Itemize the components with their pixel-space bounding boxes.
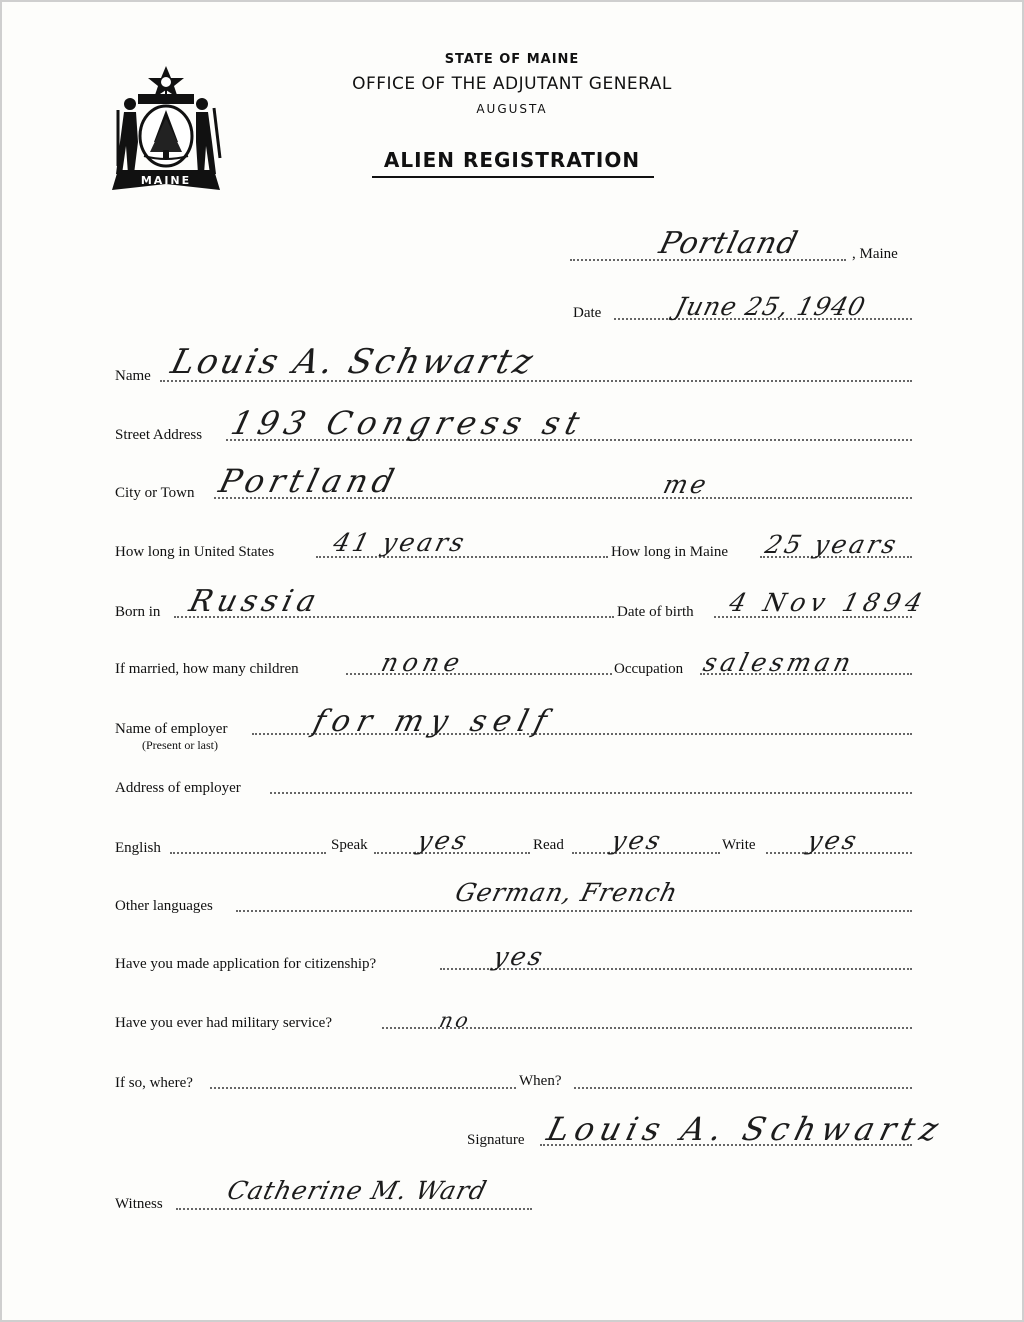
military-label: Have you ever had military service? [115,1015,332,1031]
occupation-value: salesman [700,648,858,677]
seal-banner-text: MAINE [140,174,192,187]
english-line [170,852,326,854]
military-value: no [437,1008,474,1032]
title-underline [372,176,654,178]
date-of-birth-value: 4 Nov 1894 [726,588,931,617]
children-label: If married, how many children [115,661,299,677]
write-value: yes [804,826,863,855]
how-long-us-label: How long in United States [115,544,275,560]
citizenship-value: yes [490,942,549,971]
date-of-birth-label: Date of birth [617,604,694,620]
employer-label: Name of employer [115,721,228,737]
name-value: Louis A. Schwartz [167,342,540,382]
occupation-label: Occupation [614,661,684,677]
employer-value: for my self [309,704,558,739]
when-line [574,1087,912,1089]
other-languages-value: German, French [452,878,682,907]
how-long-maine-label: How long in Maine [611,544,729,560]
born-in-label: Born in [115,604,161,620]
where-line [210,1087,516,1089]
city-town-state-value: me [660,470,713,499]
signature-value: Louis A. Schwartz [543,1110,949,1148]
english-label: English [115,840,161,856]
signature-label: Signature [467,1132,525,1148]
citizenship-label: Have you made application for citizenship? [115,956,377,972]
read-label: Read [533,837,564,853]
employer-address-label: Address of employer [115,780,241,796]
witness-value: Catherine M. Ward [224,1176,491,1205]
place-suffix: , Maine [852,246,898,262]
header-office: OFFICE OF THE ADJUTANT GENERAL [352,74,672,94]
employer-address-line [270,792,912,794]
write-label: Write [722,837,756,853]
header-state: STATE OF MAINE [444,52,580,67]
name-label: Name [115,368,151,384]
other-languages-label: Other languages [115,898,213,914]
witness-line [176,1208,532,1210]
city-town-label: City or Town [115,485,195,501]
street-address-label: Street Address [115,427,203,443]
speak-label: Speak [331,837,368,853]
witness-label: Witness [115,1196,163,1212]
where-label: If so, where? [115,1075,193,1091]
other-languages-line [236,910,912,912]
form-title: ALIEN REGISTRATION [383,148,641,172]
children-value: none [378,648,468,677]
header-city: AUGUSTA [476,102,548,116]
date-label: Date [573,305,602,321]
place-value: Portland [655,226,802,261]
employer-sublabel: (Present or last) [142,738,218,752]
date-value: June 25, 1940 [672,292,869,321]
speak-value: yes [414,826,473,855]
when-label: When? [519,1073,562,1089]
city-town-value: Portland [215,462,403,500]
street-address-value: 193 Congress st [227,404,590,442]
how-long-maine-value: 25 years [762,530,902,559]
read-value: yes [608,826,667,855]
born-in-value: Russia [185,584,325,619]
how-long-us-value: 41 years [330,528,470,557]
